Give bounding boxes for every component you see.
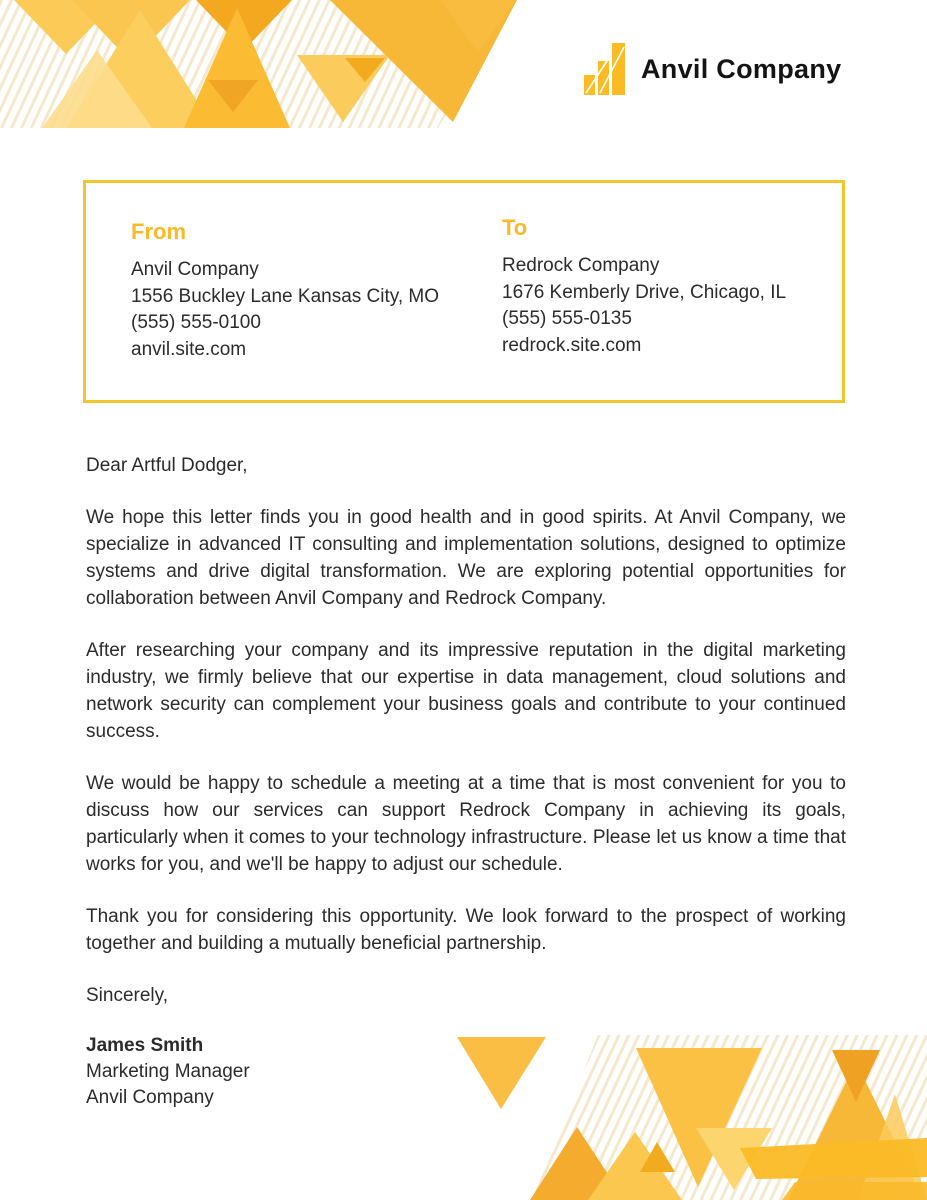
bar-chart-icon [584,43,628,95]
to-label: To [502,215,528,240]
brand-logo [584,40,841,98]
signature-name: James Smith [86,1035,204,1056]
brand-name: Anvil Company [641,53,842,84]
to-website: redrock.site.com [502,334,642,356]
letter-body [86,452,846,1111]
to-address: 1676 Kemberly Drive, Chicago, IL [502,281,787,303]
address-box [83,180,845,403]
paragraph-3: We would be happy to schedule a meeting at a time that is most convenient for you to discuss how our services can support Redrock Company in achieving its goals, particularly when it comes to your technology infrastructure. Please let us know a time that works for you, and we'll be happy to adjust our schedule. [86,773,846,875]
header-triangle-decoration [0,0,545,128]
closing: Sincerely, [86,985,169,1006]
salutation: Dear Artful Dodger, [86,455,248,476]
paragraph-1: We hope this letter finds you in good health and in good spirits. At Anvil Company, we specialize in advanced IT consulting and implementation solutions, designed to optimize systems and drive digital transformation. We are exploring potential opportunities for collaboration between Anvil Company and Redrock Company. [86,507,846,609]
from-company: Anvil Company [131,259,259,280]
signature-title: Marketing Manager [86,1061,250,1082]
from-phone: (555) 555-0100 [131,312,261,333]
signature-company: Anvil Company [86,1087,214,1108]
paragraph-4: Thank you for considering this opportunity. We look forward to the prospect of working together and building a mutually beneficial partnership. [86,906,846,954]
from-website: anvil.site.com [131,338,247,360]
to-phone: (555) 555-0135 [502,308,632,329]
footer-triangle-decoration [440,1032,927,1200]
to-company: Redrock Company [502,255,660,276]
from-section [131,221,502,400]
from-address: 1556 Buckley Lane Kansas City, MO [131,285,440,307]
paragraph-2: After researching your company and its impressive reputation in the digital marketing industry, we firmly believe that our expertise in data management, cloud solutions and network security can complement your business goals and contribute to your continued success. [86,640,846,742]
from-label: From [131,219,186,244]
to-section [502,217,786,400]
